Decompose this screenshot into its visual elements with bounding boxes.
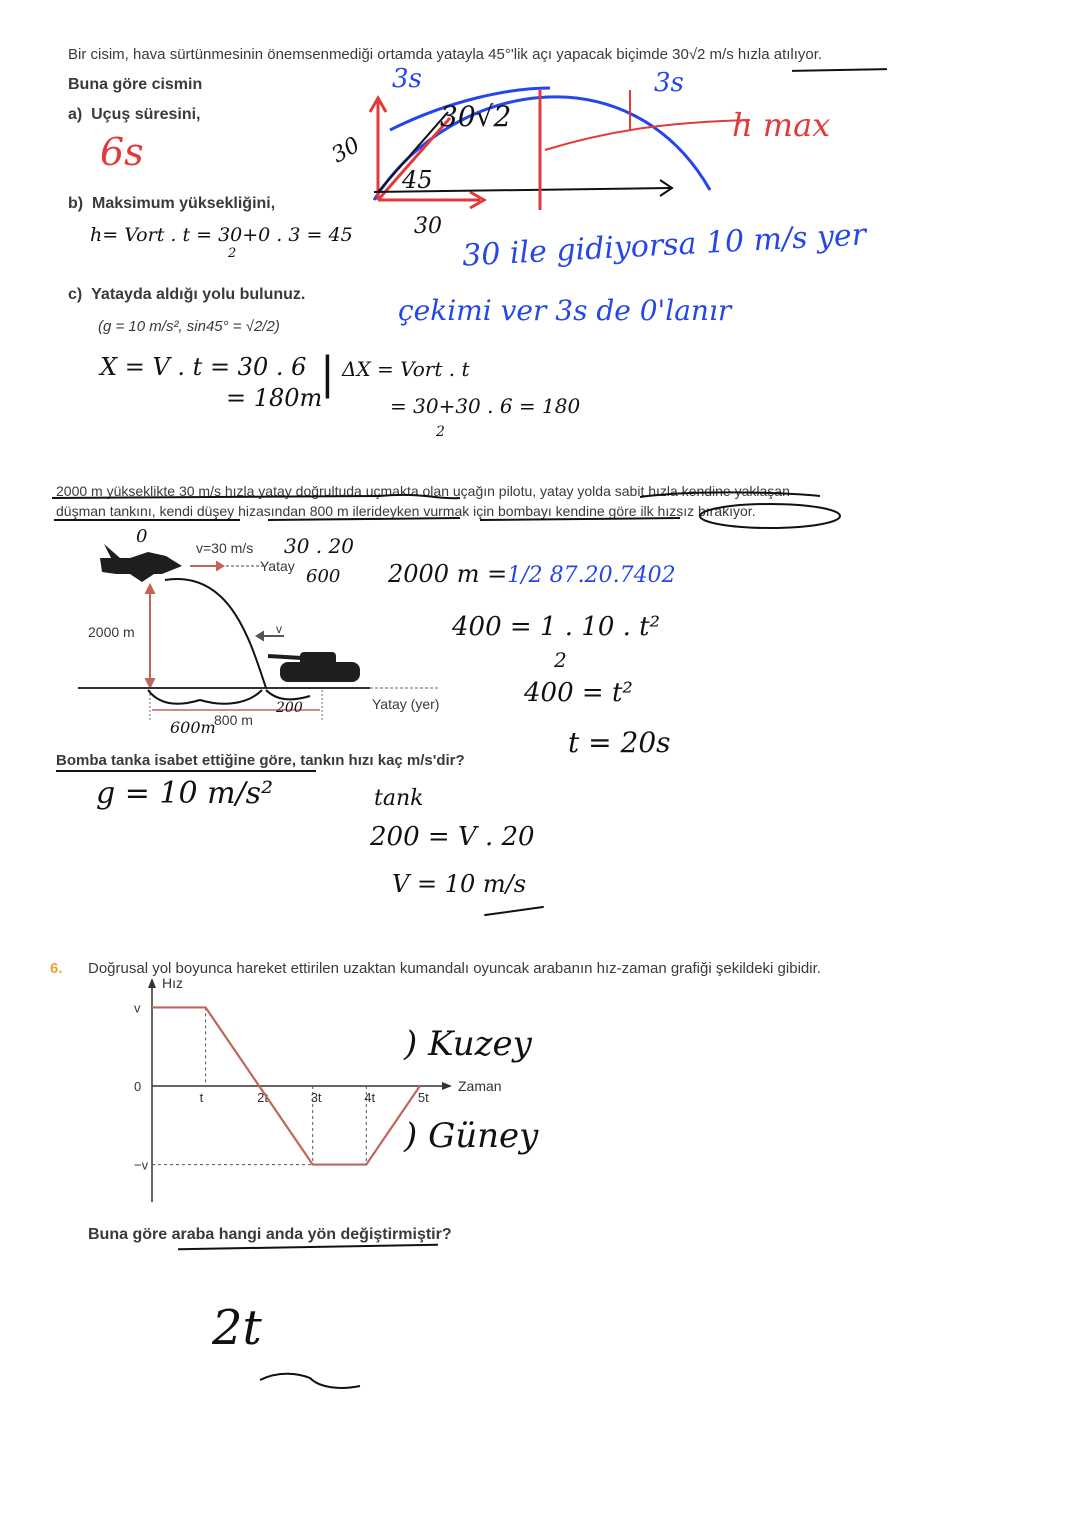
height-arrow-bottom xyxy=(145,678,155,688)
q2-fig-height: 2000 m xyxy=(88,624,135,640)
sketch-top-left: 3s xyxy=(392,64,422,94)
bomb-path xyxy=(165,579,266,688)
note-line2: çekimi ver 3s de 0'lanır xyxy=(398,294,732,327)
sketch-top-right: 3s xyxy=(654,68,684,98)
q1-answer-c-left: X = V . t = 30 . 6 xyxy=(100,353,307,381)
q1-b xyxy=(68,195,275,213)
q2-hw-200: 200 xyxy=(276,700,303,716)
y-axis-arrow xyxy=(148,978,156,988)
q3-north: ) Kuzey xyxy=(404,1024,532,1064)
q1-c-text: Yatayda aldığı yolu bulunuz. xyxy=(91,286,306,303)
q2-fig-distance: 800 m xyxy=(214,712,253,728)
tank-turret xyxy=(300,652,336,666)
q1-statement: Bir cisim, hava sürtünmesinin önemsenmediği ortamda yatayla 45°'lik açı yapacak biçimde 30√2 m/s hızla atılıyor. xyxy=(68,46,823,63)
q1-a-text: Uçuş süresini, xyxy=(91,106,201,123)
q1-underline-speed xyxy=(792,68,887,72)
q2-tank: tank xyxy=(374,786,424,811)
sketch-hmax: h max xyxy=(732,106,831,144)
q2-eq1-blue: 1/2 87.20.7402 xyxy=(507,563,676,588)
q2-hw-zero: 0 xyxy=(136,526,148,547)
sketch-velocity: 30√2 xyxy=(440,100,512,133)
q2-fig-yatay: Yatay xyxy=(260,558,295,574)
q2-fig-ground: Yatay (yer) xyxy=(372,696,440,712)
q2-eq3: 400 = t² xyxy=(524,678,633,708)
q2-g: g = 10 m/s² xyxy=(96,776,274,811)
q2-hw-600: 600 xyxy=(306,566,341,587)
q2-circle xyxy=(700,504,840,528)
q2-hw-600m: 600m xyxy=(170,718,216,737)
q2-eq2: 400 = 1 . 10 . t² xyxy=(452,612,661,642)
q2-underline-1 xyxy=(52,496,380,498)
q2-eq2-den: 2 xyxy=(554,648,567,672)
y-axis-label: Hız xyxy=(162,975,183,991)
sketch-vx: 30 xyxy=(414,214,442,239)
tank-velocity-arrow-head xyxy=(256,631,264,641)
q1-c xyxy=(68,286,305,304)
q1-answer-c-right: ΔX = Vort . t xyxy=(342,357,470,381)
q3-answer-underline xyxy=(250,1360,380,1400)
q2-answer-underline xyxy=(484,906,544,916)
q1-answer-c-right-den: 2 xyxy=(436,424,445,440)
q2-eq1 xyxy=(388,560,676,588)
x-tick-label: 2t xyxy=(257,1090,268,1105)
tank-barrel xyxy=(268,656,302,658)
note-line1: 30 ile gidiyorsa 10 m/s yer xyxy=(461,217,867,274)
q1-answer-c-left2: = 180m xyxy=(226,384,323,412)
x-tick-label: 3t xyxy=(310,1090,322,1105)
brace-600 xyxy=(148,690,262,704)
q3-south: ) Güney xyxy=(404,1116,539,1156)
q2-fig-v: v xyxy=(276,622,282,636)
q1-answer-b: h= Vort . t = 30+0 . 3 = 45 xyxy=(90,224,353,246)
q2-tank-eq: 200 = V . 20 xyxy=(370,822,535,852)
q2-hw-calc: 30 . 20 xyxy=(284,534,354,558)
q2-underline-5 xyxy=(480,518,680,520)
y-tick-label: 0 xyxy=(134,1079,142,1094)
plane-wing xyxy=(130,574,154,582)
brace-200 xyxy=(266,690,310,699)
q3-answer: 2t xyxy=(212,1300,262,1356)
q3-number: 6. xyxy=(50,960,63,977)
x-tick-label: 5t xyxy=(417,1090,429,1105)
q2-statement-line2: düşman tankını, kendi düşey hizasından 800 m ilerideyken vurmak için bombayı kendine göre ilk hızsız bırakıyor. xyxy=(56,503,756,519)
q2-eq1-black: 2000 m = xyxy=(388,560,508,588)
q3-answer-squiggle xyxy=(260,1374,360,1388)
q2-question: Bomba tanka isabet ettiğine göre, tankın hızı kaç m/s'dir? xyxy=(56,752,465,769)
q2-fig-speed: v=30 m/s xyxy=(196,540,254,556)
q1-bracket: | xyxy=(320,348,335,399)
x-tick-label: 4t xyxy=(364,1090,376,1105)
x-tick-label: t xyxy=(199,1090,204,1105)
plane-tail xyxy=(104,544,120,560)
q1-given: (g = 10 m/s², sin45° = √2/2) xyxy=(98,318,280,335)
q1-prompt: Buna göre cismin xyxy=(68,76,203,93)
q2-statement-line1: 2000 m yükseklikte 30 m/s hızla yatay doğrultuda uçmakta olan uçağın pilotu, yatay yolda sabit hızla kendine yaklaşan xyxy=(56,483,790,499)
q2-underline-1b xyxy=(380,495,460,498)
q1-b-label: b) xyxy=(68,195,84,212)
x-axis-arrow xyxy=(442,1082,452,1090)
q2-underline-4 xyxy=(268,518,460,520)
q1-answer-c-right2: = 30+30 . 6 = 180 xyxy=(390,394,581,418)
plane-velocity-arrow-head xyxy=(216,561,224,571)
q2-underline-2 xyxy=(640,492,820,497)
q2-underlines xyxy=(40,480,860,530)
sketch-vy: 30 xyxy=(327,132,365,169)
q1-answer-b-den: 2 xyxy=(228,246,237,261)
q2-tank-ans: V = 10 m/s xyxy=(392,870,527,898)
q3-statement: Doğrusal yol boyunca hareket ettirilen uzaktan kumandalı oyuncak arabanın hız-zaman grafiği şekildeki gibidir. xyxy=(88,960,821,977)
q1-a-label: a) xyxy=(68,106,83,123)
q1-a xyxy=(68,106,201,124)
q1-answer-a: 6s xyxy=(100,130,144,174)
sketch-angle: 45 xyxy=(402,166,433,194)
height-arrow-top xyxy=(145,584,155,594)
q1-c-label: c) xyxy=(68,286,83,303)
q3-question: Buna göre araba hangi anda yön değiştirmiştir? xyxy=(88,1226,452,1243)
q2-question-underline xyxy=(56,770,316,772)
q2-eq4: t = 20s xyxy=(568,726,671,759)
x-axis-label: Zaman xyxy=(458,1078,502,1094)
q3-chart xyxy=(110,975,502,1202)
q3-question-underline xyxy=(178,1244,438,1251)
y-tick-label: v xyxy=(134,1000,141,1016)
y-tick-label: −v xyxy=(134,1157,149,1173)
q1-b-text: Maksimum yüksekliğini, xyxy=(92,195,276,212)
